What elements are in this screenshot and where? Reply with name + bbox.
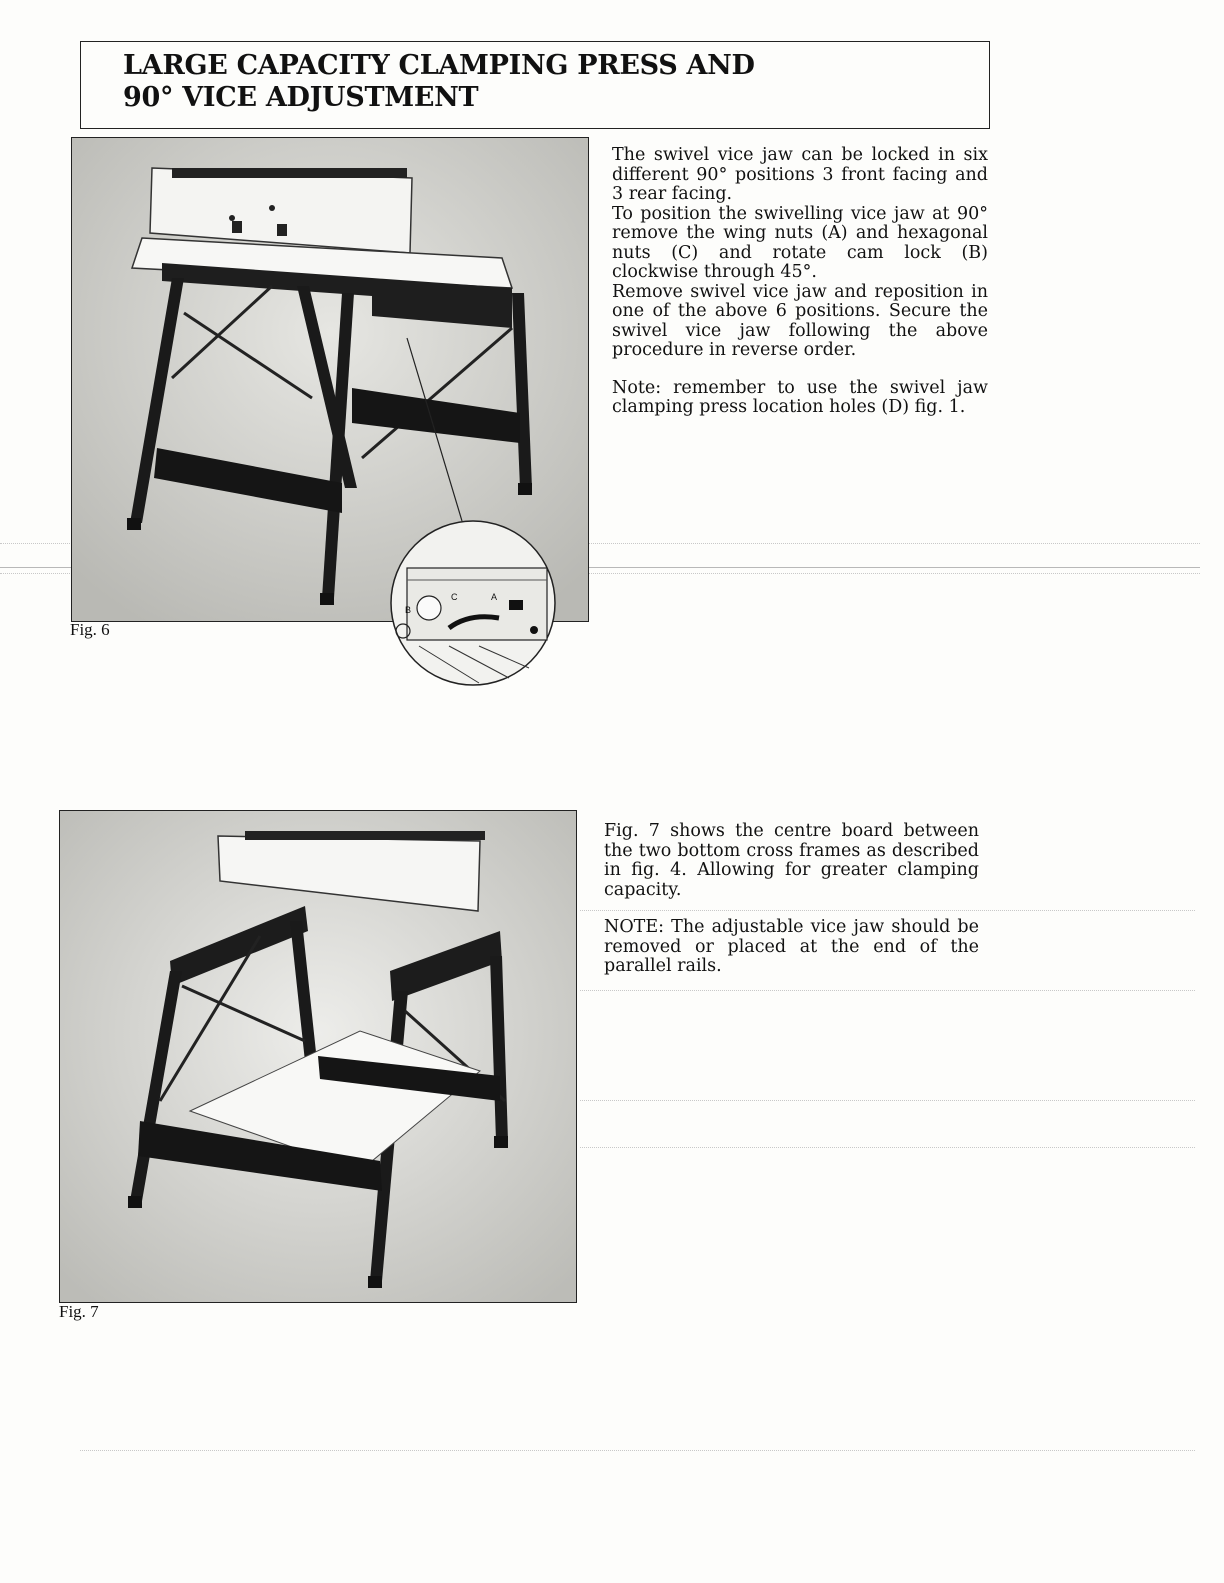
figure-7-caption: Fig. 7 bbox=[59, 1302, 99, 1321]
page-title-line-2: 90° VICE ADJUSTMENT bbox=[123, 82, 479, 113]
scan-artifact-line bbox=[580, 990, 1195, 991]
page-title-line-1: LARGE CAPACITY CLAMPING PRESS AND bbox=[123, 50, 755, 81]
inset-label-c: C bbox=[451, 592, 458, 602]
scan-artifact-line bbox=[580, 1100, 1195, 1101]
section-2-text bbox=[604, 822, 979, 977]
section-1-paragraph-1: The swivel vice jaw can be locked in six different 90° positions 3 front facing and 3 rear facing. bbox=[612, 145, 988, 204]
workbench-illustration-fig7 bbox=[60, 811, 577, 1303]
section-1-paragraph-2: To position the swivelling vice jaw at 90° remove the wing nuts (A) and hexagonal nuts (C) and rotate cam lock (B) clockwise through 45°. bbox=[612, 203, 988, 282]
page-title bbox=[123, 50, 755, 114]
scan-artifact-line bbox=[80, 1450, 1195, 1451]
figure-6-caption: Fig. 6 bbox=[70, 620, 110, 639]
inset-label-b: B bbox=[405, 605, 412, 615]
section-1-note: Note: remember to use the swivel jaw clamping press location holes (D) fig. 1. bbox=[612, 377, 988, 417]
section-1-text bbox=[612, 146, 988, 418]
section-1-paragraph-3: Remove swivel vice jaw and reposition in one of the above 6 positions. Secure the swivel vice jaw following the above procedure in reverse order. bbox=[612, 281, 988, 360]
figure-7-photo bbox=[59, 810, 577, 1303]
title-box bbox=[80, 41, 990, 129]
figure-6-detail-inset bbox=[389, 518, 557, 688]
scan-artifact-line bbox=[580, 1147, 1195, 1148]
section-2-paragraph-1: Fig. 7 shows the centre board between the two bottom cross frames as described in fig. 4. Allowing for greater clamping capacity. bbox=[604, 821, 979, 900]
cam-lock-detail-illustration bbox=[389, 518, 557, 688]
inset-label-a: A bbox=[491, 592, 498, 602]
section-2-note: NOTE: The adjustable vice jaw should be removed or placed at the end of the parallel rails. bbox=[604, 917, 979, 976]
